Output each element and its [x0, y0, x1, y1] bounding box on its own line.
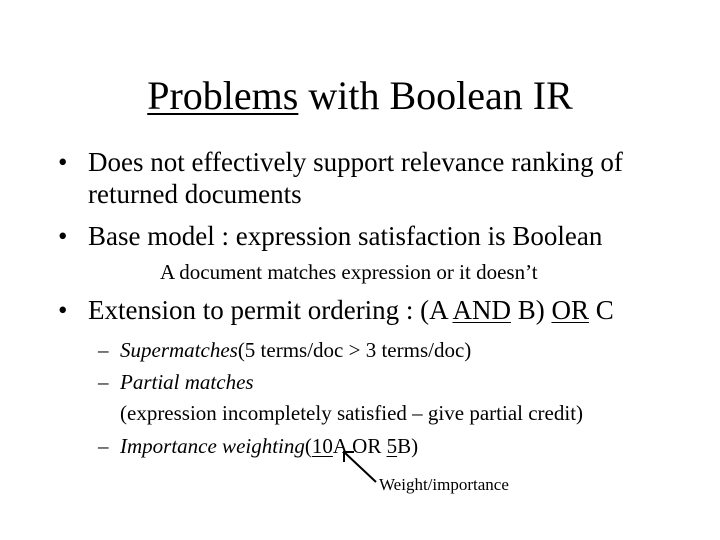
- partial-matches-detail: (expression incompletely satisfied – give partial credit): [120, 401, 584, 425]
- title-underlined-word: Problems: [147, 73, 299, 118]
- bullet-1: [58, 146, 623, 210]
- sub-dash: –: [98, 370, 109, 394]
- bullet-3: [58, 294, 614, 326]
- supermatches-term: Supermatches: [120, 338, 238, 362]
- or-operator: OR: [551, 295, 589, 325]
- and-operator: AND: [452, 295, 511, 325]
- sub-dash: –: [98, 338, 109, 362]
- bullet-3-mid: B): [510, 295, 552, 325]
- sub-dash: –: [98, 434, 109, 458]
- bullet-dot: •: [58, 295, 68, 325]
- annotation-arrow-icon: [340, 448, 380, 488]
- weighting-open-paren: (: [304, 434, 312, 458]
- bullet-3-prefix: Extension to permit ordering : (A: [88, 295, 453, 325]
- bullet-3-text: [88, 294, 614, 326]
- bullet-1-line-1: Does not effectively support relevance ranking of: [88, 147, 623, 177]
- importance-weighting-term: Importance weighting: [120, 434, 305, 458]
- partial-matches-term: Partial matches: [120, 370, 254, 394]
- bullet-1-line-2: returned documents: [88, 179, 302, 209]
- sub-item-partial-matches: [98, 368, 254, 396]
- weight-10: 10: [311, 434, 333, 458]
- title-rest: with Boolean IR: [298, 73, 573, 118]
- slide-title: [0, 72, 720, 120]
- bullet-3-suffix: C: [588, 295, 614, 325]
- weight-importance-annotation: Weight/importance: [379, 475, 509, 494]
- bullet-dot: •: [58, 221, 68, 251]
- weight-5: 5: [386, 434, 398, 458]
- weighting-end: B): [397, 434, 419, 458]
- supermatches-detail: (5 terms/doc > 3 terms/doc): [237, 338, 472, 362]
- bullet-2-note: A document matches expression or it doesn’t: [160, 260, 538, 284]
- bullet-2: [58, 220, 603, 252]
- weighting-mid: A OR: [332, 434, 387, 458]
- bullet-2-text: Base model : expression satisfaction is Boolean: [88, 221, 603, 251]
- sub-item-supermatches: [98, 336, 472, 364]
- bullet-dot: •: [58, 147, 68, 177]
